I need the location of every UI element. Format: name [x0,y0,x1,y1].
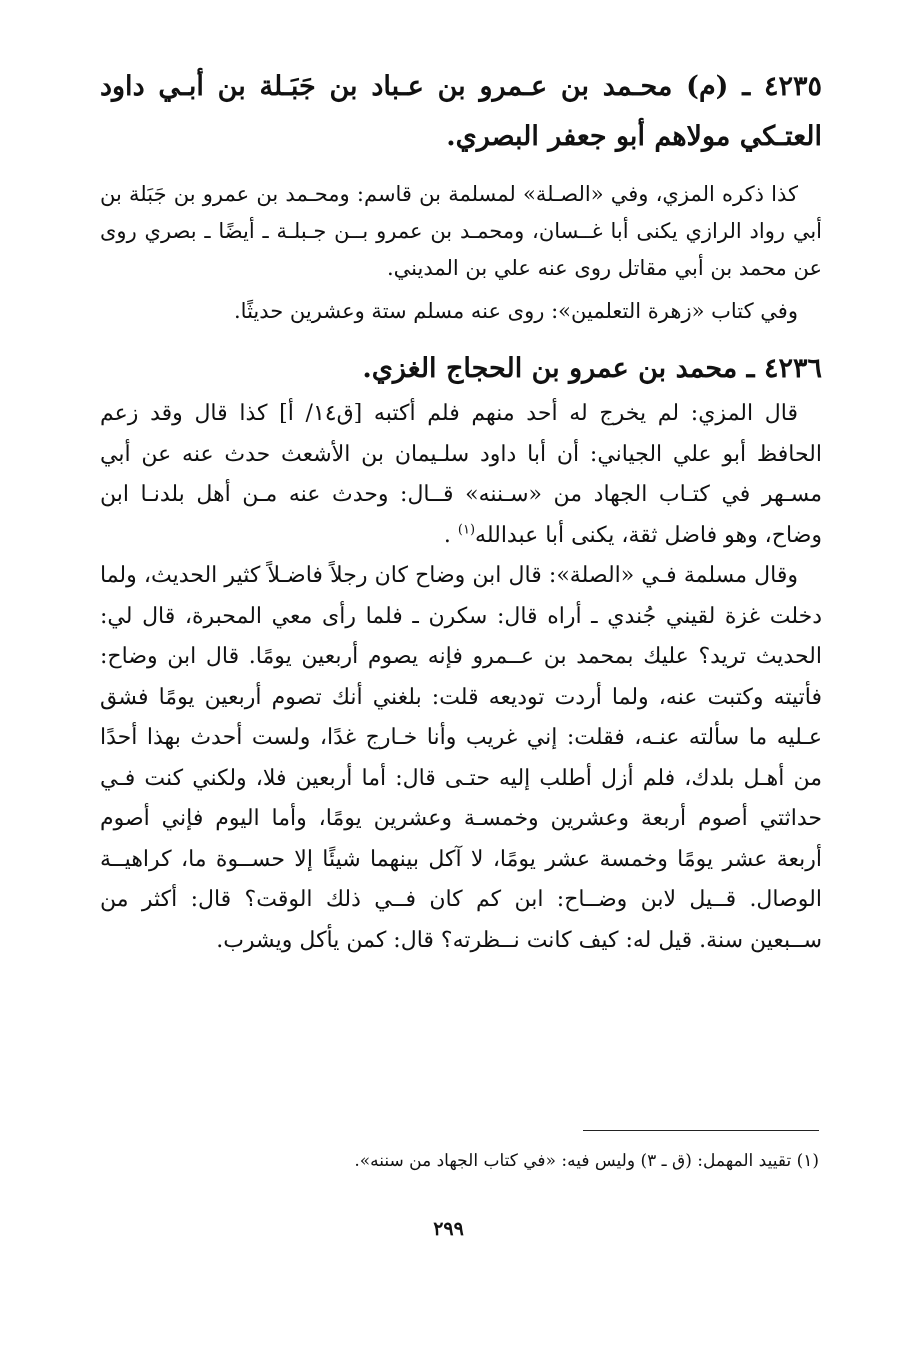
entry-paragraph-text: قال المزي: لم يخرج له أحد منهم فلم أكتبه [ق١٤/ أ] كذا قال وقد زعم الحافظ أبو علي الجياني: أن أبا داود سلـيمان بن الأشعث حدث عنه عن أبي مسـهر في كتـاب الجهاد من «سـننه» قــال: وحدث عنه مـن أهل بلدنـا ابن وضاح، وهو فاضل ثقة، يكنى أبا عبدالله [100,401,822,548]
entry-paragraph: وقال مسلمة فـي «الصلة»: قال ابن وضاح كان رجلاً فاضـلاً كثير الحديث، ولما دخلت غزة لقيني جُندي ـ أراه قال: سكرن ـ فلما رأى معي المحبرة، قال لي: الحديث تريد؟ عليك بمحمد بن عــمرو فإنه يصوم أربعين يومًا. قال ابن وضاح: فأتيته وكتبت عنه، ولما أردت توديعه قلت: بلغني أنك تصوم أربعين يومًا فشق عـليه ما سألته عنـه، فقلت: إني غريب وأنا خـارج غدًا، ولست أحدث بهذا أحدًا من أهـل بلدك، فلم أزل أطلب إليه حتـى قال: أما أربعين فلا، ولكني كنت فـي حداثتي أصوم أربعة وعشرين وخمسـة وعشرين يومًا، وأما اليوم فإني أصوم أربعة عشر يومًا وخمسة عشر يومًا، لا آكل بينهما شيئًا إلا حســوة ما، كراهيــة الوصال. قــيل لابن وضــاح: ابن كم كان فــي ذلك الوقت؟ قال: أكثر من ســبعين سنة. قيل له: كيف كانت نــظرته؟ قال: كمن يأكل ويشرب. [100,563,822,953]
footnote: (١) تقييد المهمل: (ق ـ ٣) وليس فيه: «في كتاب الجهاد من سننه». [354,1151,819,1171]
entry-heading-4235: ٤٢٣٥ ـ (م) محـمد بن عـمرو بن عـباد بن جَبَـلة بن أبـي داود العتـكي مولاهم أبو جعفر البصري. [100,71,822,152]
footnote-reference[interactable]: (١) [457,522,476,538]
entry-heading-4236: ٤٢٣٦ ـ محمد بن عمرو بن الحجاج الغزي. [362,353,822,384]
page-content [100,62,822,961]
footnote-divider [583,1130,819,1131]
page-number: ٢٩٩ [433,1218,464,1240]
entry-paragraph: كذا ذكره المزي، وفي «الصـلة» لمسلمة بن قاسم: ومحـمد بن عمرو بن جَبَلة بن أبي رواد الرازي يكنى أبا غــسان، ومحمـد بن عمرو بــن جـبلـة ـ أيضًا ـ بصري روى عن محمد بن أبي مقاتل روى عنه علي بن المديني. [100,182,822,280]
entry-paragraph: قال المزي: لم يخرج له أحد منهم فلم أكتبه [ق١٤/ أ] كذا قال وقد زعم الحافظ أبو علي الجياني: أن أبا داود سلـيمان بن الأشعث حدث عنه عن أبي مسـهر في كتـاب الجهاد من «سـننه» قــال: وحدث عنه مـن أهل بلدنـا ابن وضاح، وهو فاضل ثقة، يكنى أبا عبدالله$^{(١)}$ . [100,401,822,548]
entry-paragraph: وفي كتاب «زهرة التعلمين»: روى عنه مسلم ستة وعشرين حديثًا. [234,299,798,323]
